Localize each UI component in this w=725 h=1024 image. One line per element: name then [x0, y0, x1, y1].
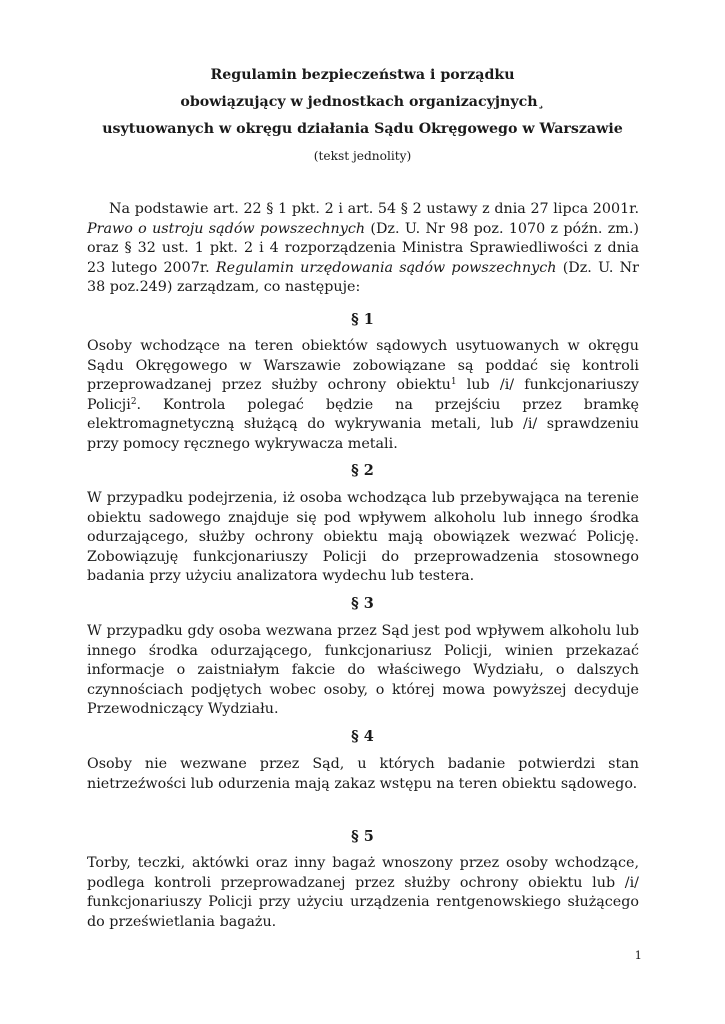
document-title-line-3: usytuowanych w okręgu działania Sądu Okręgowego w Warszawie — [102, 121, 623, 137]
section-5-heading: § 5 — [351, 828, 374, 845]
preamble-text-2: (Dz. U. Nr 98 poz. 1070 z późn. zm.) oraz § 32 ust. 1 pkt. 2 i 4 rozporządzenia Ministra Sprawiedliwości z dnia 23 lutego 2007r. — [87, 220, 639, 276]
section-2-paragraph: W przypadku podejrzenia, iż osoba wchodząca lub przebywająca na terenie obiektu sadowego znajduje się pod wpływem alkoholu lub innego środka odurzającego, służby ochrony obiektu mają obowiązek wezwać Policję. Zobowiązuję funkcjonariuszy Policji do przeprowadzenia stosownego badania przy użyciu analizatora wydechu lub testera. — [87, 490, 639, 584]
document-subtitle: (tekst jednolity) — [313, 149, 412, 163]
footnote-marker-2: 2 — [130, 396, 137, 407]
section-3-heading: § 3 — [351, 595, 374, 612]
section-1-heading: § 1 — [351, 311, 374, 328]
preamble-text-1: Na podstawie art. 22 § 1 pkt. 2 i art. 54 § 2 ustawy z dnia 27 lipca 2001r. — [109, 201, 639, 217]
section-1-text-b: lub /i/ funkcjonariuszy Policji — [87, 377, 640, 413]
preamble-text-3: (Dz. U. Nr 38 poz.249) zarządzam, co następuje: — [87, 259, 639, 295]
page-number: 1 — [634, 948, 642, 962]
preamble-act-title-2: Regulamin urzędowania sądów powszechnych — [215, 259, 557, 276]
preamble-paragraph — [87, 200, 639, 298]
section-1-text-c: . Kontrola polegać będzie na przejściu przez bramkę elektromagnetyczną służącą do wykrywania metali, lub /i/ sprawdzeniu przy pomocy ręcznego wykrywacza metali. — [87, 396, 639, 452]
section-1-text-a: Osoby wchodzące na teren obiektów sądowych usytuowanych w okręgu Sądu Okręgowego w Warszawie zobowiązane są poddać się kontroli przeprowadzanej przez służby ochrony obiektu — [87, 338, 639, 393]
section-4-paragraph: Osoby nie wezwane przez Sąd, u których badanie potwierdzi stan nietrzeźwości lub odurzenia mają zakaz wstępu na teren obiektu sądowego. — [87, 756, 639, 792]
section-3-paragraph: W przypadku gdy osoba wezwana przez Sąd jest pod wpływem alkoholu lub innego środka odurzającego, funkcjonariusz Policji, winien przekazać informacje o zaistniałym fakcie do właściwego Wydziału, o dalszych czynnościach podjętych wobec osoby, o której mowa powyższej decyduje Przewodniczący Wydziału. — [87, 623, 639, 717]
section-4-heading: § 4 — [351, 728, 374, 745]
section-5-paragraph: Torby, teczki, aktówki oraz inny bagaż wnoszony przez osoby wchodzące, podlega kontroli przeprowadzanej przez służby ochrony obiektu lub /i/ funkcjonariuszy Policji przy użyciu urządzenia rentgenowskiego służącego do prześwietlania bagażu. — [87, 855, 639, 930]
footnote-marker-1: 1 — [450, 377, 457, 387]
preamble-act-title-1: Prawo o ustroju sądów powszechnych — [87, 220, 366, 237]
document-title-line-1: Regulamin bezpieczeństwa i porządku — [210, 67, 515, 83]
section-1-paragraph — [87, 337, 639, 454]
document-title-line-2: obowiązujący w jednostkach organizacyjnych¸ — [180, 94, 545, 110]
section-2-heading: § 2 — [351, 462, 374, 479]
